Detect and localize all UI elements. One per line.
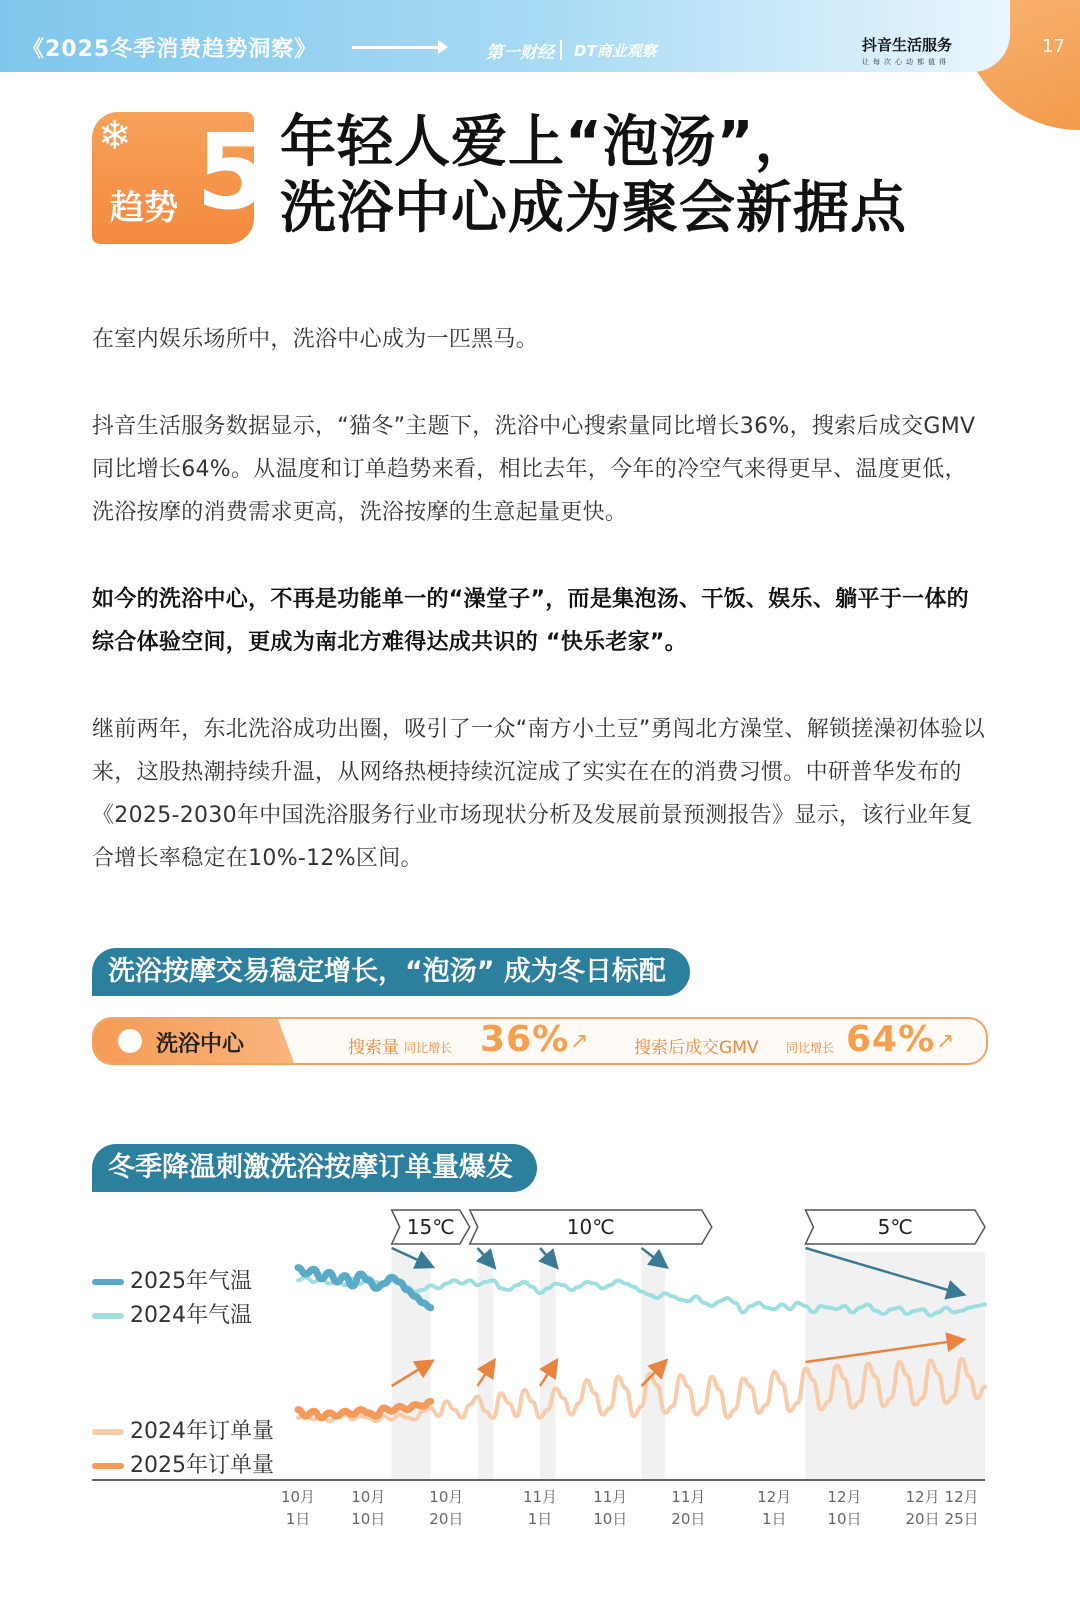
x-tick-label: 10日: [593, 1510, 628, 1528]
x-tick-label: 20日: [671, 1510, 706, 1528]
page-headline: [280, 110, 907, 242]
x-tick-label: 1日: [285, 1510, 311, 1528]
headline-line-1: 年轻人爱上“泡汤”，: [280, 110, 812, 175]
x-tick-label: 10月: [351, 1488, 386, 1506]
headline-line-2: 洗浴中心成为聚会新据点: [280, 176, 907, 241]
stat-search-value: 36%: [480, 1019, 570, 1060]
section-banner-growth: 洗浴按摩交易稳定增长，“泡汤” 成为冬日标配: [92, 948, 690, 996]
trend-up-icon: ↗: [570, 1029, 589, 1054]
legend-temp-2025: 2025年气温: [92, 1264, 252, 1295]
stat-search-label: 搜索量: [348, 1038, 399, 1058]
x-tick-label: 12月: [944, 1488, 979, 1506]
x-tick-label: 11月: [593, 1488, 628, 1506]
paragraph-trend: 继前两年，东北洗浴成功出圈，吸引了一众“南方小土豆”勇闯北方澡堂、解锁搓澡初体验以来，这股热潮持续升温，从网络热梗持续沉淀成了实实在在的消费习惯。中研普华发布的《2025-2030年中国洗浴服务行业市场现状分析及发展前景预测报告》显示，该行业年复合增长率稳定在10%-12%区间。: [92, 717, 986, 871]
temperature-label: 10℃: [566, 1215, 615, 1239]
stat-gmv-value: 64%: [846, 1019, 936, 1060]
page-number: 17: [1042, 36, 1065, 57]
x-tick-label: 10月: [429, 1488, 464, 1506]
temperature-label: 15℃: [406, 1215, 455, 1239]
x-tick-label: 11月: [522, 1488, 558, 1506]
section-banner-orders: 冬季降温刺激洗浴按摩订单量爆发: [92, 1144, 537, 1192]
trend-up-icon: ↗: [936, 1029, 955, 1054]
x-tick-label: 20日: [429, 1510, 464, 1528]
brand-logo: [862, 34, 982, 67]
legend-orders-2025: 2025年订单量: [92, 1448, 274, 1479]
x-tick-label: 25日: [944, 1510, 979, 1528]
brand-name: 抖音生活服务: [862, 36, 953, 54]
paragraph-data: 抖音生活服务数据显示，“猫冬”主题下，洗浴中心搜索量同比增长36%，搜索后成交GMV同比增长64%。从温度和订单趋势来看，相比去年，今年的冷空气来得更早、温度更低，洗浴按摩的消费需求更高，洗浴按摩的生意起量更快。: [92, 414, 976, 525]
temperature-orders-chart: [0, 1190, 1080, 1620]
temperature-label: 5℃: [877, 1215, 913, 1239]
report-title: 《2025冬季消费趋势洞察》: [22, 37, 318, 62]
x-tick-label: 20日: [905, 1510, 940, 1528]
x-tick-label: 10月: [280, 1488, 316, 1506]
x-tick-label: 1日: [761, 1510, 787, 1528]
partner-logo-yicai: 第一财经: [486, 43, 554, 63]
stat-search-sub: 同比增长: [404, 1041, 453, 1055]
stat-bar: [92, 1017, 988, 1065]
x-tick-label: 12月: [827, 1488, 862, 1506]
trend-badge: [92, 111, 269, 244]
trend-label: 趋势: [110, 188, 178, 228]
legend-temp-2024: 2024年气温: [92, 1298, 252, 1329]
trend-number: 5: [196, 111, 269, 233]
brand-slogan: 让每次心动都值得: [862, 58, 950, 66]
stat-tag-label: 洗浴中心: [156, 1032, 245, 1057]
stat-gmv-label: 搜索后成交GMV: [634, 1038, 759, 1058]
x-tick-label: 12月: [757, 1488, 792, 1506]
x-tick-label: 12月: [905, 1488, 940, 1506]
stat-gmv-sub: 同比增长: [786, 1041, 835, 1055]
x-tick-label: 10日: [351, 1510, 386, 1528]
circle-icon: [118, 1029, 142, 1053]
x-tick-label: 11月: [671, 1488, 706, 1506]
partner-divider: [560, 40, 562, 60]
legend-orders-2024: 2024年订单量: [92, 1414, 274, 1445]
x-tick-label: 1日: [527, 1510, 553, 1528]
paragraph-intro: 在室内娱乐场所中，洗浴中心成为一匹黑马。: [92, 327, 539, 352]
partner-logo-dt: DT商业观察: [574, 42, 657, 60]
paragraph-highlight: 如今的洗浴中心，不再是功能单一的“澡堂子”，而是集泡汤、干饭、娱乐、躺平于一体的综合体验空间，更成为南北方难得达成共识的 “快乐老家”。: [92, 587, 969, 655]
x-tick-label: 10日: [827, 1510, 862, 1528]
snowflake-icon: ❄: [98, 113, 132, 159]
arrow-right-icon: [352, 46, 444, 49]
